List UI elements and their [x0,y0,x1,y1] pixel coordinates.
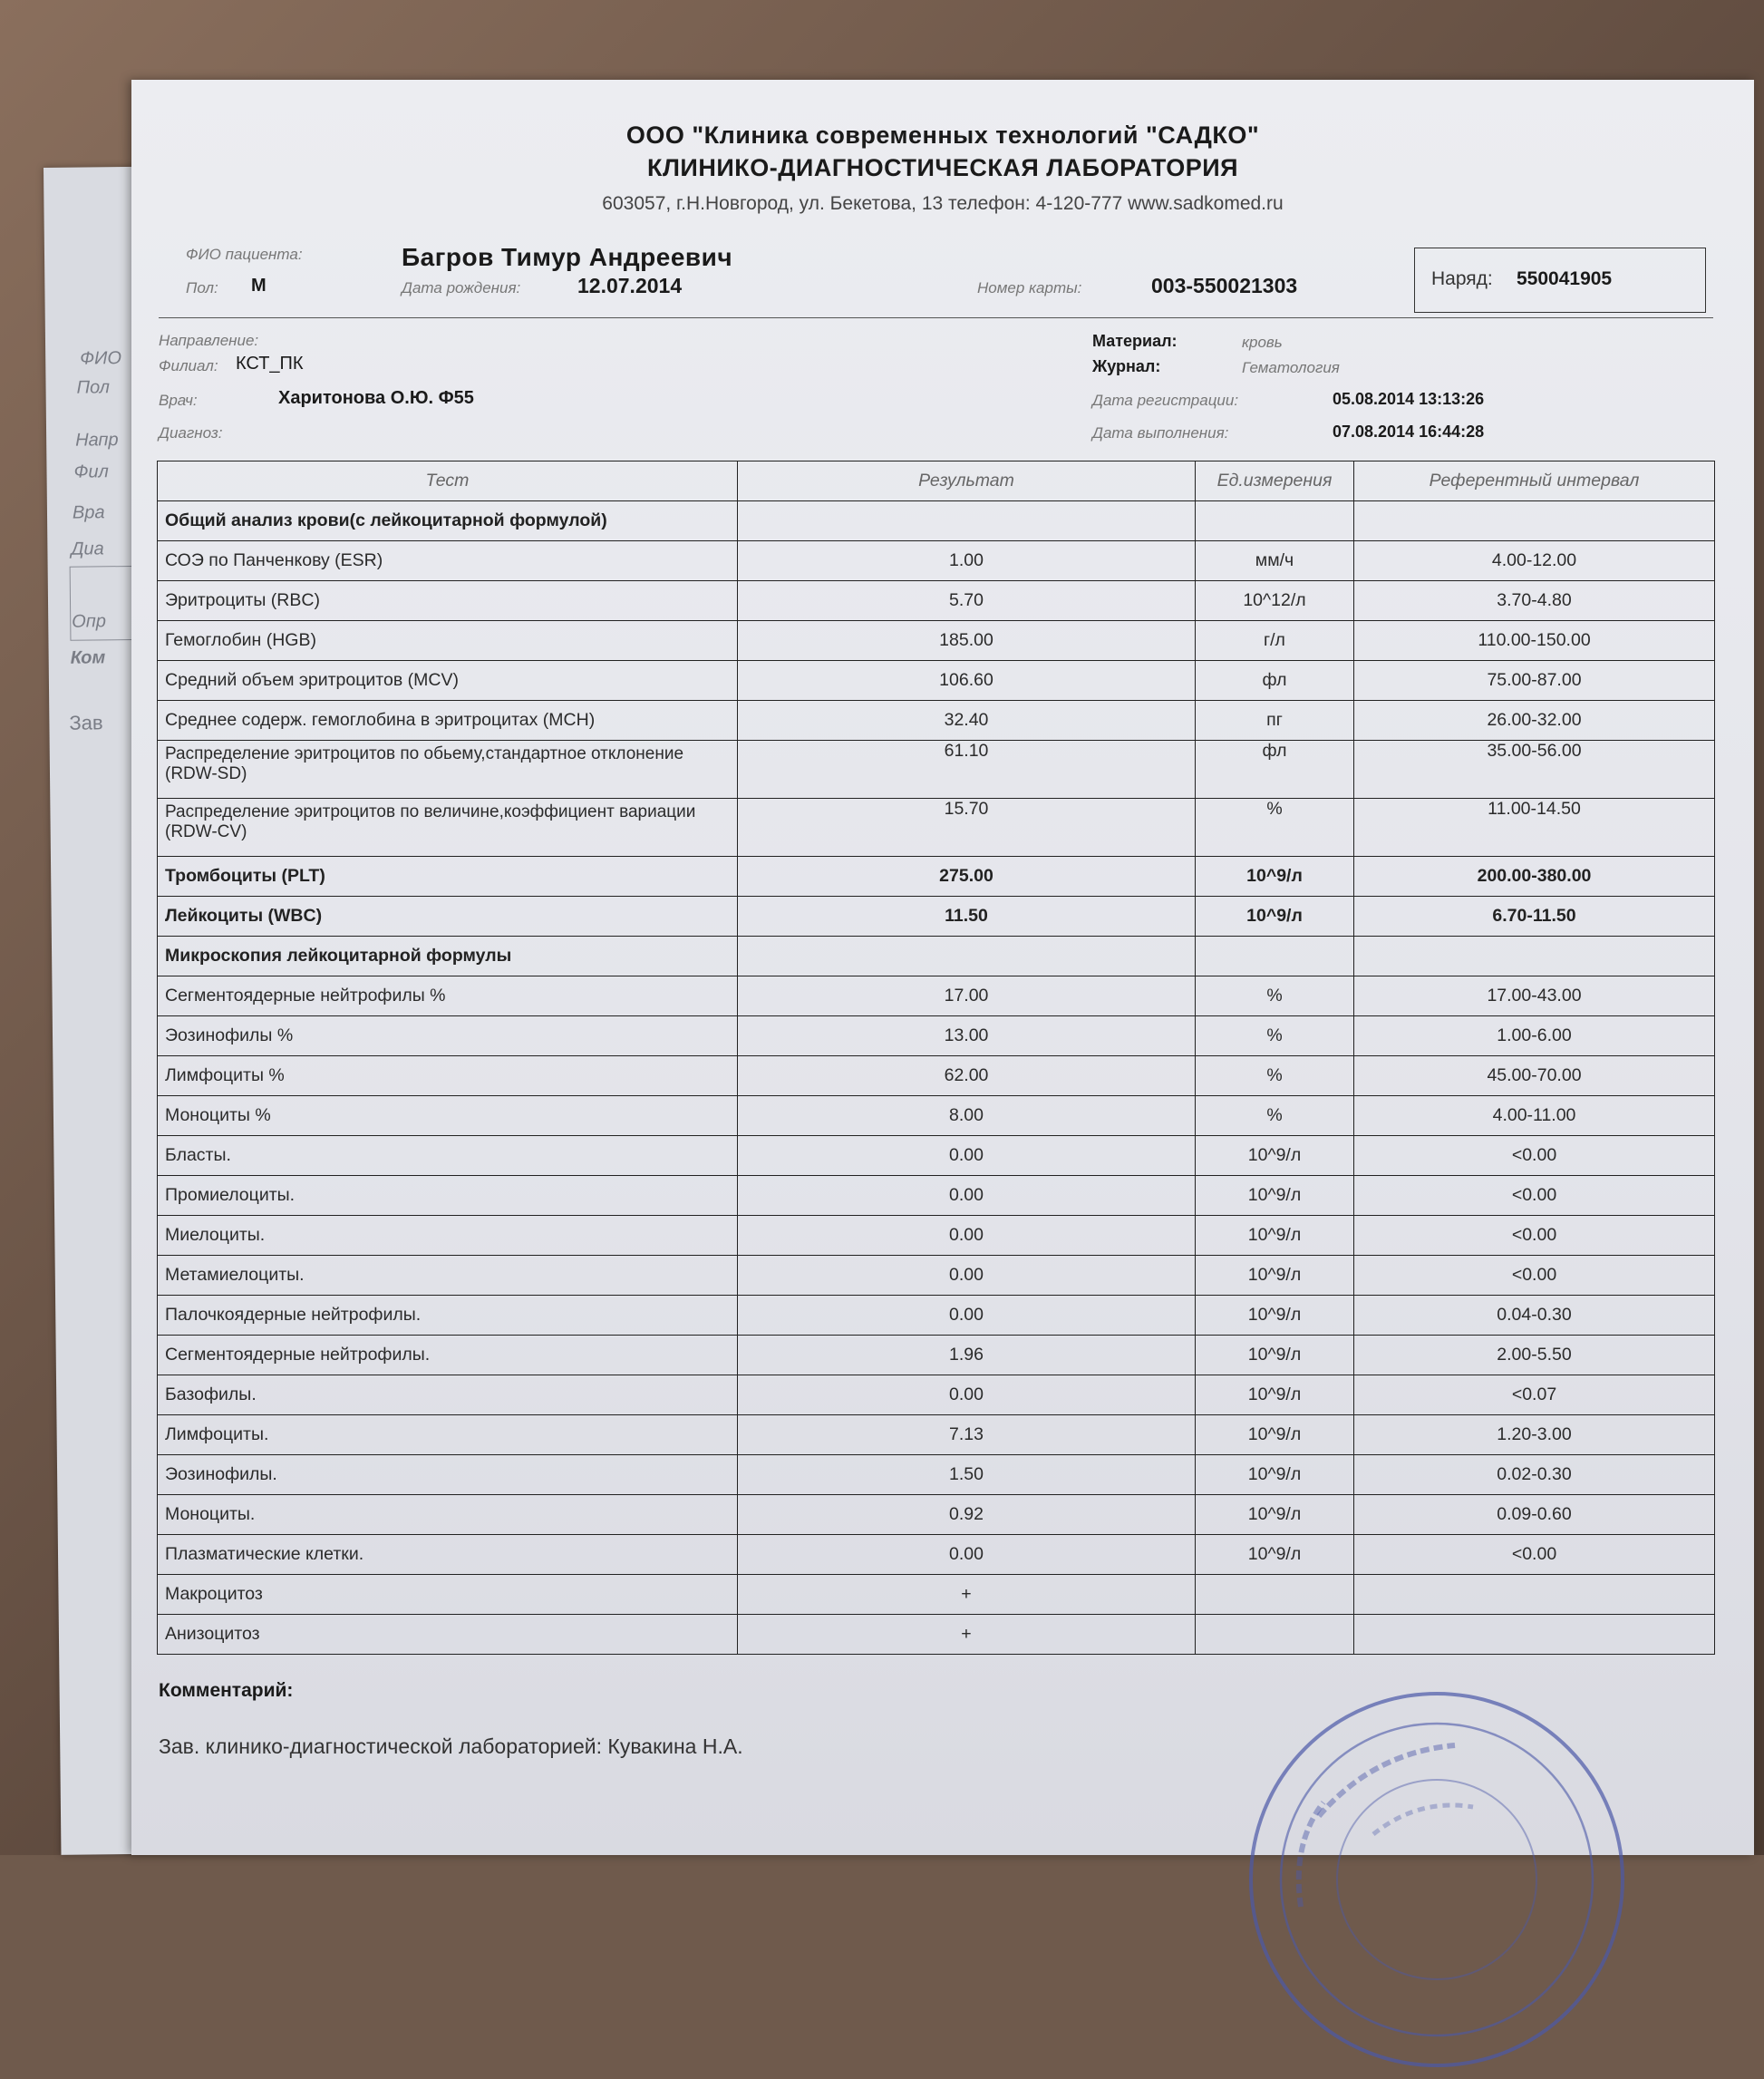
table-row [158,1455,1715,1495]
unit-cell: 10^9/л [1196,897,1354,937]
material-label: Материал: [1092,332,1178,350]
table-row [158,541,1715,581]
referral-label: Направление: [159,332,259,349]
reference-cell: <0.00 [1354,1216,1715,1256]
table-row [158,1375,1715,1415]
comment-label: Комментарий: [159,1680,294,1701]
back-fragment: ФИО [80,348,122,369]
unit-cell: 10^9/л [1196,857,1354,897]
patient-sex: М [251,276,267,296]
unit-cell: 10^12/л [1196,581,1354,621]
test-cell: Средний объем эритроцитов (MCV) [158,661,738,701]
result-cell: 0.00 [738,1176,1196,1216]
test-cell: Бласты. [158,1136,738,1176]
reference-cell: 26.00-32.00 [1354,701,1715,741]
reference-cell: 3.70-4.80 [1354,581,1715,621]
result-cell: 5.70 [738,581,1196,621]
test-cell: Миелоциты. [158,1216,738,1256]
test-cell: Микроскопия лейкоцитарной формулы [158,937,738,976]
birth-date: 12.07.2014 [577,274,683,297]
test-cell: Базофилы. [158,1375,738,1415]
reference-cell: 35.00-56.00 [1354,741,1715,799]
back-fragment: Напр [75,430,119,451]
result-cell: + [738,1575,1196,1615]
reference-cell: 0.04-0.30 [1354,1296,1715,1336]
diagnosis-label: Диагноз: [159,424,223,442]
result-cell [738,501,1196,541]
result-cell: 7.13 [738,1415,1196,1455]
table-row [158,581,1715,621]
test-cell: Лимфоциты % [158,1056,738,1096]
reference-cell [1354,501,1715,541]
unit-cell: 10^9/л [1196,1296,1354,1336]
results-table [157,461,1715,1655]
branch: КСТ_ПК [236,354,304,374]
test-cell: Эритроциты (RBC) [158,581,738,621]
column-header: Ед.измерения [1196,461,1354,501]
table-row [158,1136,1715,1176]
table-row [158,799,1715,857]
test-cell: Плазматические клетки. [158,1535,738,1575]
unit-cell: 10^9/л [1196,1535,1354,1575]
clinic-name: ООО "Клиника современных технологий "САДКО" [625,121,1260,149]
unit-cell: пг [1196,701,1354,741]
test-cell: Распределение эритроцитов по величине,коэффициент вариации (RDW-CV) [158,799,738,857]
test-cell: Эозинофилы % [158,1016,738,1056]
back-fragment: Вра [72,502,105,523]
table-row [158,976,1715,1016]
result-cell: 106.60 [738,661,1196,701]
unit-cell [1196,937,1354,976]
table-row [158,1535,1715,1575]
order-label: Наряд: [1431,268,1493,289]
table-row [158,661,1715,701]
table-row [158,621,1715,661]
test-cell: Общий анализ крови(с лейкоцитарной формулой) [158,501,738,541]
reference-cell: 0.02-0.30 [1354,1455,1715,1495]
table-row [158,1216,1715,1256]
reference-cell: 0.09-0.60 [1354,1495,1715,1535]
header-divider [159,317,1713,318]
unit-cell: мм/ч [1196,541,1354,581]
result-cell: + [738,1615,1196,1655]
reference-cell [1354,1575,1715,1615]
reference-cell: 2.00-5.50 [1354,1336,1715,1375]
table-row [158,1096,1715,1136]
table-row [158,501,1715,541]
unit-cell: 10^9/л [1196,1375,1354,1415]
test-cell: Лейкоциты (WBC) [158,897,738,937]
completion-date-label: Дата выполнения: [1092,424,1229,442]
result-cell: 0.00 [738,1216,1196,1256]
test-cell: Гемоглобин (HGB) [158,621,738,661]
doctor-label: Врач: [159,392,198,409]
unit-cell [1196,1575,1354,1615]
reference-cell: 11.00-14.50 [1354,799,1715,857]
test-cell: Эозинофилы. [158,1455,738,1495]
result-cell: 17.00 [738,976,1196,1016]
unit-cell: % [1196,799,1354,857]
lab-name: КЛИНИКО-ДИАГНОСТИЧЕСКАЯ ЛАБОРАТОРИЯ [646,154,1239,181]
result-cell: 185.00 [738,621,1196,661]
test-cell: Сегментоядерные нейтрофилы. [158,1336,738,1375]
back-fragment: Зав [69,711,103,734]
back-fragment: Фил [73,461,109,482]
table-row [158,701,1715,741]
table-row [158,1016,1715,1056]
reference-cell: <0.00 [1354,1176,1715,1216]
journal: Гематология [1242,359,1340,376]
column-header: Результат [738,461,1196,501]
result-cell: 0.00 [738,1296,1196,1336]
result-cell: 0.00 [738,1256,1196,1296]
unit-cell [1196,501,1354,541]
result-cell: 32.40 [738,701,1196,741]
table-row [158,937,1715,976]
unit-cell [1196,1615,1354,1655]
test-cell: Макроцитоз [158,1575,738,1615]
table-row [158,897,1715,937]
back-fragment: Ком [70,647,106,668]
test-cell: СОЭ по Панченкову (ESR) [158,541,738,581]
order-box [1414,248,1706,313]
journal-label: Журнал: [1092,357,1161,375]
unit-cell: % [1196,976,1354,1016]
table-row [158,1615,1715,1655]
table-row [158,741,1715,799]
completion-date: 07.08.2014 16:44:28 [1333,423,1485,441]
lab-report-sheet [131,80,1754,1855]
branch-label: Филиал: [159,357,218,374]
reference-cell: 4.00-11.00 [1354,1096,1715,1136]
result-cell: 0.00 [738,1375,1196,1415]
result-cell: 62.00 [738,1056,1196,1096]
patient-name-label: ФИО пациента: [186,246,303,263]
unit-cell: 10^9/л [1196,1336,1354,1375]
card-number: 003-550021303 [1151,274,1298,297]
test-cell: Промиелоциты. [158,1176,738,1216]
test-cell: Метамиелоциты. [158,1256,738,1296]
reference-cell: <0.00 [1354,1535,1715,1575]
table-row [158,1176,1715,1216]
result-cell: 0.00 [738,1136,1196,1176]
result-cell: 0.00 [738,1535,1196,1575]
result-cell: 1.96 [738,1336,1196,1375]
reference-cell: 45.00-70.00 [1354,1056,1715,1096]
reference-cell: <0.00 [1354,1256,1715,1296]
column-header: Референтный интервал [1354,461,1715,501]
reference-cell: 4.00-12.00 [1354,541,1715,581]
result-cell: 0.92 [738,1495,1196,1535]
unit-cell: фл [1196,661,1354,701]
head-of-lab: Зав. клинико-диагностической лабораторией: Кувакина Н.А. [159,1734,743,1758]
sex-label: Пол: [186,279,218,296]
table-row [158,1336,1715,1375]
unit-cell: 10^9/л [1196,1176,1354,1216]
unit-cell: % [1196,1056,1354,1096]
registration-date-label: Дата регистрации: [1092,392,1239,409]
order-number: 550041905 [1517,268,1613,289]
reference-cell: 1.20-3.00 [1354,1415,1715,1455]
test-cell: Моноциты % [158,1096,738,1136]
reference-cell: <0.07 [1354,1375,1715,1415]
registration-date: 05.08.2014 13:13:26 [1333,390,1485,408]
result-cell: 11.50 [738,897,1196,937]
unit-cell: 10^9/л [1196,1256,1354,1296]
result-cell: 1.00 [738,541,1196,581]
table-row [158,1415,1715,1455]
patient-name: Багров Тимур Андреевич [402,243,733,271]
reference-cell [1354,937,1715,976]
reference-cell: 6.70-11.50 [1354,897,1715,937]
reference-cell: 75.00-87.00 [1354,661,1715,701]
reference-cell: 17.00-43.00 [1354,976,1715,1016]
test-cell: Анизоцитоз [158,1615,738,1655]
unit-cell: 10^9/л [1196,1136,1354,1176]
reference-cell: 110.00-150.00 [1354,621,1715,661]
birth-date-label: Дата рождения: [402,279,521,296]
reference-cell: <0.00 [1354,1136,1715,1176]
unit-cell: 10^9/л [1196,1495,1354,1535]
result-cell: 1.50 [738,1455,1196,1495]
results-body [158,501,1715,1655]
unit-cell: 10^9/л [1196,1415,1354,1455]
material: кровь [1242,334,1283,351]
unit-cell: фл [1196,741,1354,799]
test-cell: Сегментоядерные нейтрофилы % [158,976,738,1016]
table-row [158,1296,1715,1336]
table-row [158,1495,1715,1535]
result-cell [738,937,1196,976]
clinic-address: 603057, г.Н.Новгород, ул. Бекетова, 13 телефон: 4-120-777 www.sadkomed.ru [602,193,1284,214]
test-cell: Распределение эритроцитов по обьему,стандартное отклонение (RDW-SD) [158,741,738,799]
test-cell: Тромбоциты (PLT) [158,857,738,897]
test-cell: Лимфоциты. [158,1415,738,1455]
result-cell: 61.10 [738,741,1196,799]
back-fragment: Диа [71,539,104,559]
unit-cell: 10^9/л [1196,1455,1354,1495]
unit-cell: % [1196,1016,1354,1056]
unit-cell: % [1196,1096,1354,1136]
result-cell: 8.00 [738,1096,1196,1136]
doctor: Харитонова О.Ю. Ф55 [278,388,474,408]
result-cell: 275.00 [738,857,1196,897]
table-row [158,857,1715,897]
card-number-label: Номер карты: [977,279,1082,296]
table-row [158,1575,1715,1615]
unit-cell: 10^9/л [1196,1216,1354,1256]
clinic-seal [1237,1680,1636,2079]
back-fragment: Пол [76,377,111,398]
test-cell: Палочкоядерные нейтрофилы. [158,1296,738,1336]
table-row [158,1056,1715,1096]
back-fragment: Опр [72,611,107,632]
unit-cell: г/л [1196,621,1354,661]
result-cell: 13.00 [738,1016,1196,1056]
test-cell: Среднее содерж. гемоглобина в эритроцитах (MCH) [158,701,738,741]
reference-cell: 1.00-6.00 [1354,1016,1715,1056]
result-cell: 15.70 [738,799,1196,857]
reference-cell: 200.00-380.00 [1354,857,1715,897]
test-cell: Моноциты. [158,1495,738,1535]
table-row [158,1256,1715,1296]
column-header: Тест [158,461,738,501]
reference-cell [1354,1615,1715,1655]
